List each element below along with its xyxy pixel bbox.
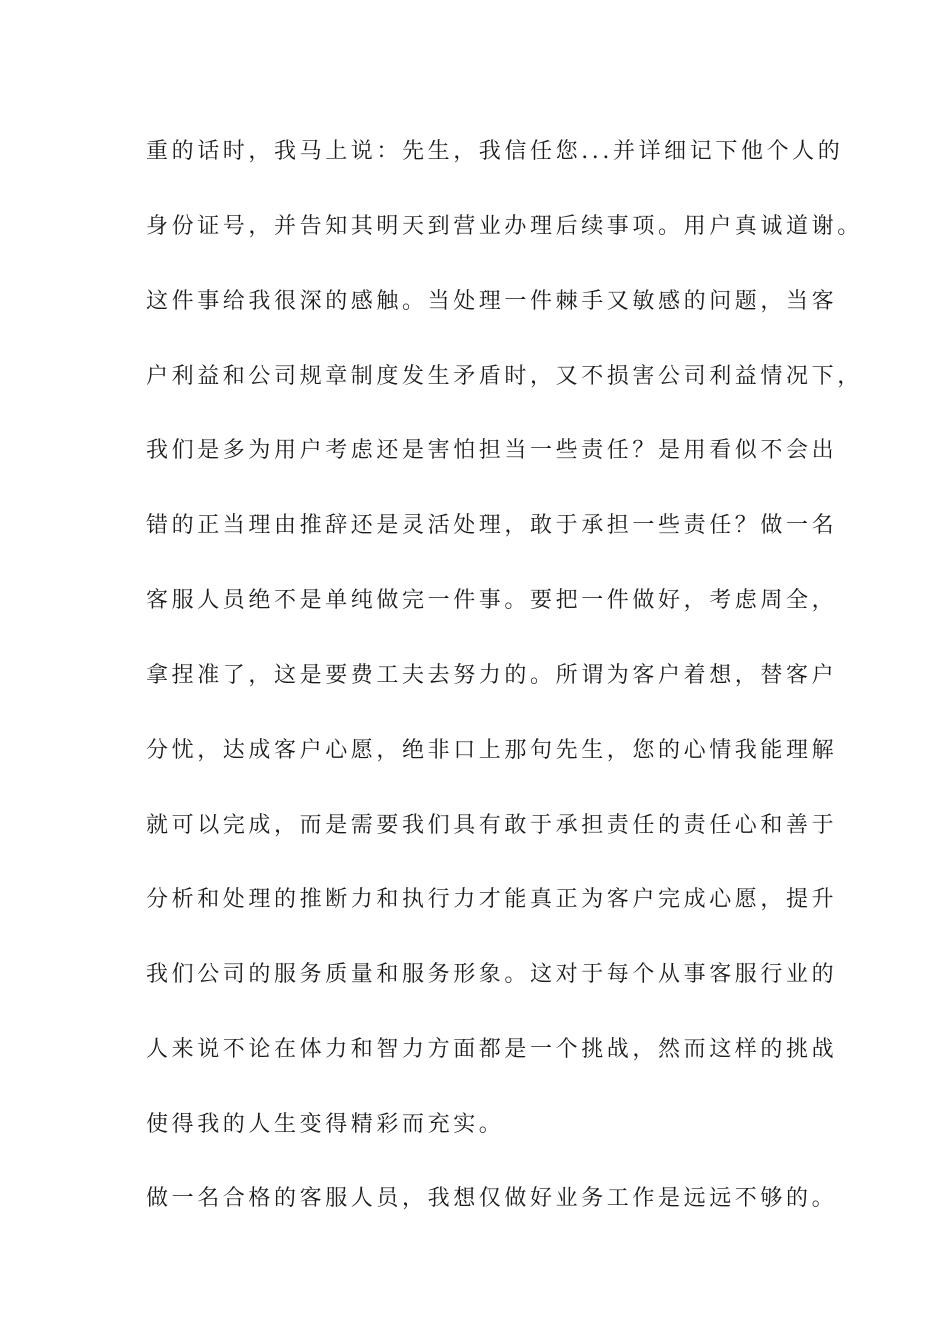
paragraph-line: 客服人员绝不是单纯做完一件事。要把一件做好，考虑周全， [146,588,838,613]
paragraph-line: 户利益和公司规章制度发生矛盾时，又不损害公司利益情况下， [146,364,863,389]
paragraph-line: 人来说不论在体力和智力方面都是一个挑战，然而这样的挑战 [146,1037,838,1062]
paragraph-line: 身份证号，并告知其明天到营业办理后续事项。用户真诚道谢。 [146,214,863,239]
paragraph-line: 错的正当理由推辞还是灵活处理，敢于承担一些责任？做一名 [146,513,838,538]
paragraph-line: 做一名合格的客服人员，我想仅做好业务工作是远远不够的。 [146,1186,838,1211]
paragraph-line: 使得我的人生变得精彩而充实。 [146,1112,505,1137]
paragraph-line: 我们是多为用户考虑还是害怕担当一些责任？是用看似不会出 [146,438,838,463]
paragraph-line: 我们公司的服务质量和服务形象。这对于每个从事客服行业的 [146,962,838,987]
paragraph-line: 这件事给我很深的感触。当处理一件棘手又敏感的问题，当客 [146,289,838,314]
paragraph-line: 分析和处理的推断力和执行力才能真正为客户完成心愿，提升 [146,887,838,912]
paragraph-line: 拿捏准了，这是要费工夫去努力的。所谓为客户着想，替客户 [146,663,838,688]
paragraph-line: 分忧，达成客户心愿，绝非口上那句先生，您的心情我能理解 [146,738,838,763]
paragraph-line: 重的话时，我马上说：先生，我信任您...并详细记下他个人的 [146,139,844,164]
paragraph-line: 就可以完成，而是需要我们具有敢于承担责任的责任心和善于 [146,813,838,838]
